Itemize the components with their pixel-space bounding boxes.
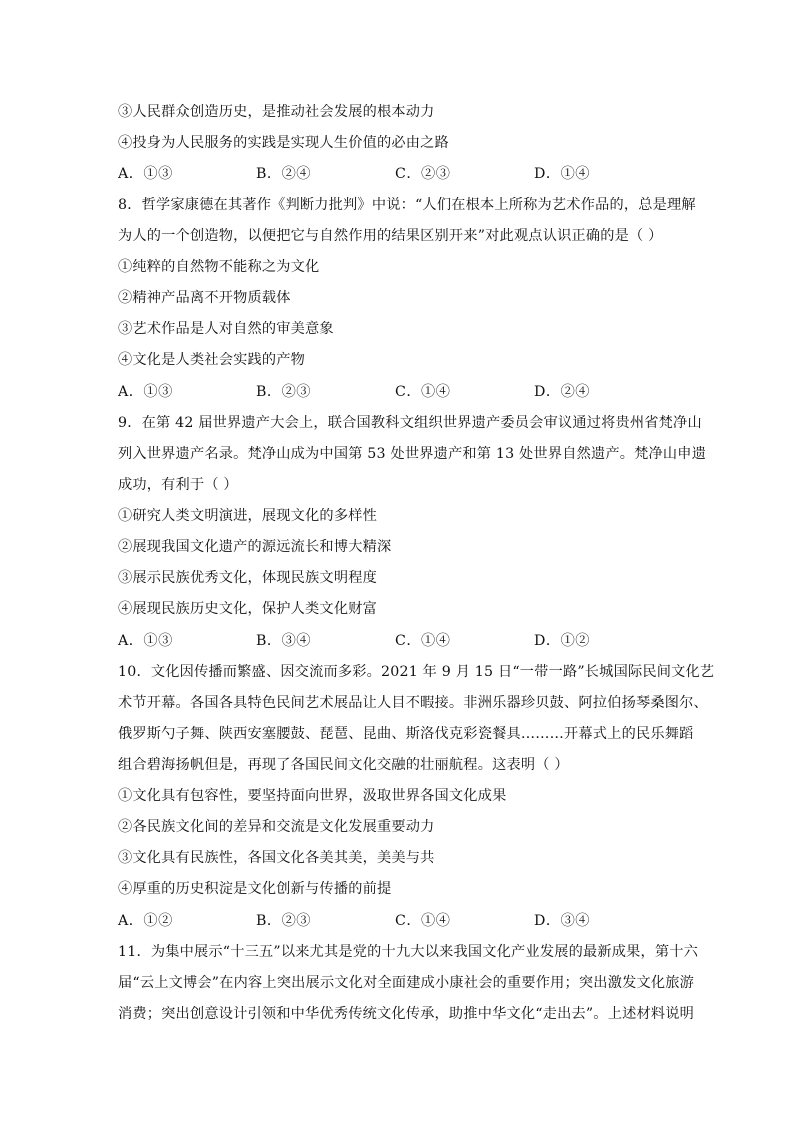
question-11-stem: 11．为集中展示“十三五”以来尤其是党的十九大以来我国文化产业发展的最新成果，第十六	[118, 944, 699, 960]
option-line: ②展现我国文化遗产的源远流长和博大精深	[118, 539, 392, 555]
option-line: ③展示民族优秀文化，体现民族文明程度	[118, 570, 377, 586]
option-line: ②精神产品离不开物质载体	[118, 290, 291, 306]
choice-d: D．②④	[534, 384, 590, 400]
question-9-stem: 9．在第 42 届世界遗产大会上，联合国教科文组织世界遗产委员会审议通过将贵州省梵净山	[118, 415, 702, 431]
option-line: ④投身为人民服务的实践是实现人生价值的必由之路	[118, 135, 449, 151]
option-line: ④展现民族历史文化，保护人类文化财富	[118, 601, 377, 617]
question-10-stem: 俄罗斯勺子舞、陕西安塞腰鼓、琵琶、昆曲、斯洛伐克彩瓷餐具………开幕式上的民乐舞蹈	[118, 726, 694, 742]
choice-d: D．①②	[534, 633, 590, 649]
question-8-stem: 8．哲学家康德在其著作《判断力批判》中说：“人们在根本上所称为艺术作品的，总是理解	[118, 197, 696, 213]
answer-choices-q8	[118, 382, 678, 402]
question-10-stem: 10．文化因传播而繁盛、因交流而多彩。2021 年 9 月 15 日“一带一路”长城国际民间文化艺	[118, 664, 715, 680]
answer-choices-q7	[118, 164, 678, 184]
choice-b: B．②③	[256, 384, 311, 400]
choice-c: C．①④	[395, 384, 451, 400]
answer-choices-q9	[118, 631, 678, 651]
choice-a: A．①③	[118, 633, 173, 649]
choice-d: D．①④	[534, 166, 590, 182]
choice-c: C．①④	[395, 913, 451, 929]
choice-a: A．①③	[118, 384, 173, 400]
question-10-stem: 术节开幕。各国各具特色民间艺术展品让人目不暇接。非洲乐器珍贝鼓、阿拉伯扬琴桑图尔、	[118, 695, 708, 711]
question-10-stem: 组合碧海扬帆但是，再现了各国民间文化交融的壮丽航程。这表明（ ）	[118, 757, 569, 773]
option-line: ②各民族文化间的差异和交流是文化发展重要动力	[118, 819, 435, 835]
choice-c: C．②③	[395, 166, 451, 182]
choice-d: D．③④	[534, 913, 590, 929]
option-line: ①研究人类文明演进，展现文化的多样性	[118, 508, 377, 524]
question-8-stem: 为人的一个创造物，以便把它与自然作用的结果区别开来”对此观点认识正确的是（ ）	[118, 228, 663, 244]
choice-b: B．③④	[256, 633, 311, 649]
option-line: ③人民群众创造历史，是推动社会发展的根本动力	[118, 104, 435, 120]
option-line: ①文化具有包容性，要坚持面向世界，汲取世界各国文化成果	[118, 788, 507, 804]
question-11-stem: 届“云上文博会”在内容上突出展示文化对全面建成小康社会的重要作用；突出激发文化旅游	[118, 975, 695, 991]
answer-choices-q10	[118, 911, 678, 931]
choice-b: B．②③	[256, 913, 311, 929]
choice-c: C．①④	[395, 633, 451, 649]
question-9-stem: 列入世界遗产名录。梵净山成为中国第 53 处世界遗产和第 13 处世界自然遗产。梵净山申遗	[118, 446, 707, 462]
question-9-stem: 成功，有利于（ ）	[118, 477, 238, 493]
option-line: ③艺术作品是人对自然的审美意象	[118, 321, 334, 337]
option-line: ④文化是人类社会实践的产物	[118, 352, 306, 368]
option-line: ③文化具有民族性，各国文化各美其美，美美与共	[118, 850, 435, 866]
choice-a: A．①②	[118, 913, 173, 929]
choice-a: A．①③	[118, 166, 173, 182]
question-11-stem: 消费；突出创意设计引领和中华优秀传统文化传承，助推中华文化“走出去”。上述材料说明	[118, 1006, 695, 1022]
option-line: ④厚重的历史积淀是文化创新与传播的前提	[118, 881, 392, 897]
choice-b: B．②④	[256, 166, 311, 182]
option-line: ①纯粹的自然物不能称之为文化	[118, 259, 320, 275]
